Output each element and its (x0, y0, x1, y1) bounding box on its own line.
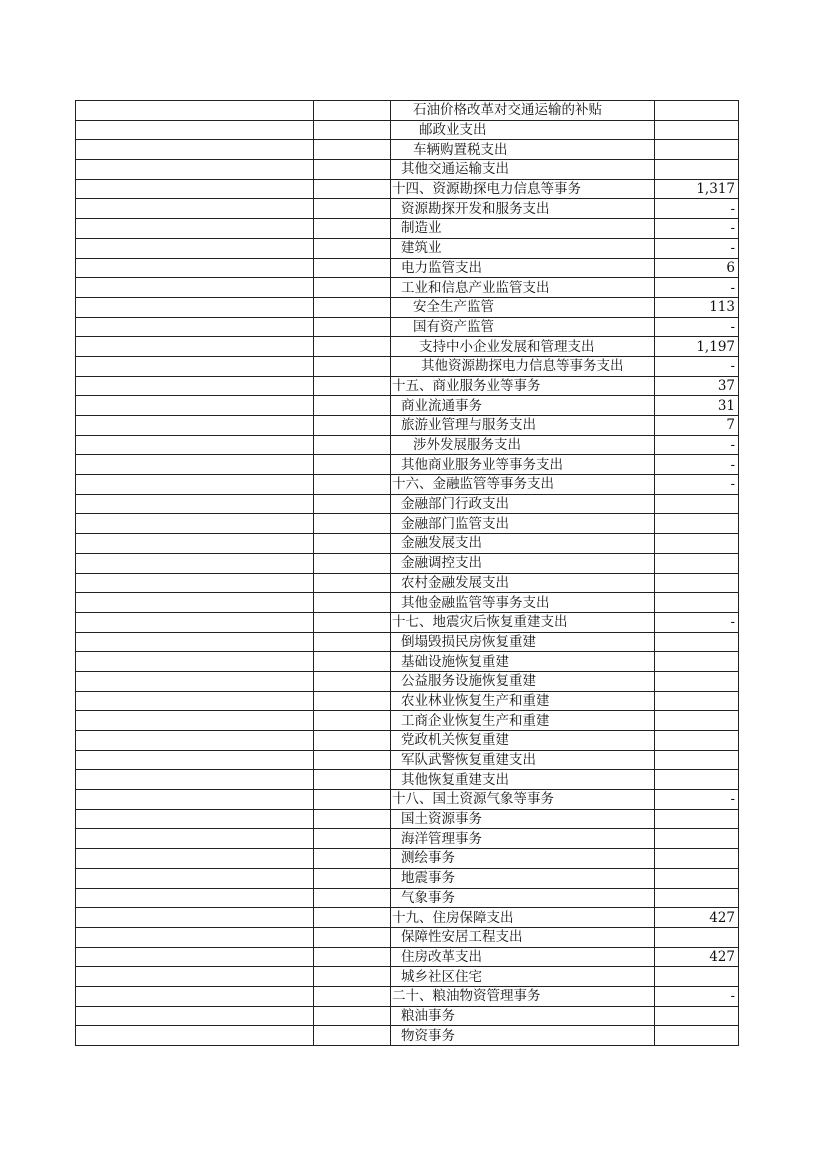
item-value-cell: 427 (655, 908, 739, 928)
empty-cell-col2 (314, 1026, 391, 1046)
empty-cell-col2 (314, 1006, 391, 1026)
table-row (76, 396, 739, 416)
empty-cell-col1 (76, 376, 314, 396)
empty-cell-col2 (314, 711, 391, 731)
empty-cell-col1 (76, 967, 314, 987)
empty-cell-col1 (76, 553, 314, 573)
empty-cell-col2 (314, 829, 391, 849)
item-name-cell: 车辆购置税支出 (391, 140, 655, 160)
item-name-cell: 工商企业恢复生产和重建 (391, 711, 655, 731)
empty-cell-col2 (314, 396, 391, 416)
table-row (76, 356, 739, 376)
table-row (76, 475, 739, 495)
empty-cell-col2 (314, 238, 391, 258)
expenditure-table (75, 100, 739, 1046)
empty-cell-col2 (314, 494, 391, 514)
item-value-cell: 37 (655, 376, 739, 396)
table-row (76, 140, 739, 160)
item-value-cell (655, 849, 739, 869)
empty-cell-col2 (314, 514, 391, 534)
item-value-cell (655, 120, 739, 140)
item-value-cell (655, 101, 739, 121)
item-value-cell (655, 140, 739, 160)
item-value-cell (655, 494, 739, 514)
item-name-cell: 其他商业服务业等事务支出 (391, 455, 655, 475)
item-name-cell: 军队武警恢复重建支出 (391, 750, 655, 770)
empty-cell-col2 (314, 553, 391, 573)
item-value-cell (655, 514, 739, 534)
empty-cell-col1 (76, 179, 314, 199)
item-value-cell: - (655, 317, 739, 337)
empty-cell-col1 (76, 612, 314, 632)
table-row (76, 455, 739, 475)
empty-cell-col1 (76, 534, 314, 554)
table-row (76, 908, 739, 928)
empty-cell-col2 (314, 809, 391, 829)
item-name-cell: 工业和信息产业监管支出 (391, 278, 655, 298)
empty-cell-col2 (314, 888, 391, 908)
item-name-cell: 保障性安居工程支出 (391, 927, 655, 947)
item-value-cell: - (655, 455, 739, 475)
empty-cell-col2 (314, 573, 391, 593)
table-body (76, 101, 739, 1046)
item-name-cell: 十四、资源勘探电力信息等事务 (391, 179, 655, 199)
item-value-cell: 113 (655, 297, 739, 317)
empty-cell-col1 (76, 731, 314, 751)
empty-cell-col1 (76, 888, 314, 908)
empty-cell-col2 (314, 927, 391, 947)
table-row (76, 750, 739, 770)
empty-cell-col1 (76, 475, 314, 495)
empty-cell-col2 (314, 120, 391, 140)
empty-cell-col1 (76, 140, 314, 160)
table-row (76, 947, 739, 967)
table-row (76, 731, 739, 751)
item-value-cell: - (655, 219, 739, 239)
empty-cell-col2 (314, 790, 391, 810)
item-value-cell: - (655, 278, 739, 298)
item-value-cell (655, 632, 739, 652)
empty-cell-col1 (76, 711, 314, 731)
table-row (76, 199, 739, 219)
item-name-cell: 十八、国土资源气象等事务 (391, 790, 655, 810)
empty-cell-col1 (76, 593, 314, 613)
empty-cell-col1 (76, 750, 314, 770)
item-value-cell (655, 671, 739, 691)
table-row (76, 790, 739, 810)
item-name-cell: 倒塌毁损民房恢复重建 (391, 632, 655, 652)
empty-cell-col1 (76, 908, 314, 928)
table-row (76, 986, 739, 1006)
item-name-cell: 支持中小企业发展和管理支出 (391, 337, 655, 357)
item-name-cell: 海洋管理事务 (391, 829, 655, 849)
empty-cell-col2 (314, 593, 391, 613)
table-row (76, 612, 739, 632)
item-name-cell: 气象事务 (391, 888, 655, 908)
table-row (76, 829, 739, 849)
item-value-cell: - (655, 199, 739, 219)
table-row (76, 888, 739, 908)
item-name-cell: 基础设施恢复重建 (391, 652, 655, 672)
table-row (76, 711, 739, 731)
item-value-cell: 427 (655, 947, 739, 967)
empty-cell-col1 (76, 494, 314, 514)
item-name-cell: 国有资产监管 (391, 317, 655, 337)
table-row (76, 337, 739, 357)
table-row (76, 553, 739, 573)
empty-cell-col1 (76, 1006, 314, 1026)
table-row (76, 514, 739, 534)
item-name-cell: 其他金融监管等事务支出 (391, 593, 655, 613)
item-name-cell: 粮油事务 (391, 1006, 655, 1026)
empty-cell-col1 (76, 947, 314, 967)
item-value-cell (655, 750, 739, 770)
empty-cell-col1 (76, 278, 314, 298)
empty-cell-col2 (314, 337, 391, 357)
empty-cell-col1 (76, 671, 314, 691)
empty-cell-col2 (314, 908, 391, 928)
empty-cell-col1 (76, 691, 314, 711)
item-name-cell: 邮政业支出 (391, 120, 655, 140)
empty-cell-col2 (314, 317, 391, 337)
empty-cell-col1 (76, 297, 314, 317)
item-name-cell: 党政机关恢复重建 (391, 731, 655, 751)
table-row (76, 671, 739, 691)
empty-cell-col1 (76, 258, 314, 278)
item-name-cell: 公益服务设施恢复重建 (391, 671, 655, 691)
item-name-cell: 金融调控支出 (391, 553, 655, 573)
empty-cell-col1 (76, 416, 314, 436)
empty-cell-col1 (76, 849, 314, 869)
item-name-cell: 建筑业 (391, 238, 655, 258)
empty-cell-col1 (76, 356, 314, 376)
table-row (76, 927, 739, 947)
item-value-cell (655, 553, 739, 573)
item-name-cell: 电力监管支出 (391, 258, 655, 278)
empty-cell-col1 (76, 927, 314, 947)
item-value-cell: 7 (655, 416, 739, 436)
item-value-cell: - (655, 238, 739, 258)
empty-cell-col1 (76, 455, 314, 475)
empty-cell-col2 (314, 258, 391, 278)
table-row (76, 160, 739, 180)
item-name-cell: 商业流通事务 (391, 396, 655, 416)
item-value-cell (655, 1026, 739, 1046)
empty-cell-col1 (76, 199, 314, 219)
item-name-cell: 物资事务 (391, 1026, 655, 1046)
empty-cell-col1 (76, 1026, 314, 1046)
item-name-cell: 金融部门监管支出 (391, 514, 655, 534)
empty-cell-col2 (314, 376, 391, 396)
item-name-cell: 石油价格改革对交通运输的补贴 (391, 101, 655, 121)
empty-cell-col1 (76, 514, 314, 534)
item-value-cell: 1,317 (655, 179, 739, 199)
item-name-cell: 其他恢复重建支出 (391, 770, 655, 790)
empty-cell-col2 (314, 199, 391, 219)
empty-cell-col2 (314, 967, 391, 987)
empty-cell-col2 (314, 416, 391, 436)
item-name-cell: 地震事务 (391, 868, 655, 888)
item-value-cell (655, 593, 739, 613)
item-value-cell: - (655, 790, 739, 810)
item-name-cell: 十九、住房保障支出 (391, 908, 655, 928)
item-name-cell: 涉外发展服务支出 (391, 435, 655, 455)
item-name-cell: 资源勘探开发和服务支出 (391, 199, 655, 219)
table-row (76, 179, 739, 199)
item-value-cell (655, 731, 739, 751)
empty-cell-col2 (314, 435, 391, 455)
empty-cell-col2 (314, 278, 391, 298)
item-name-cell: 农村金融发展支出 (391, 573, 655, 593)
empty-cell-col1 (76, 120, 314, 140)
item-value-cell: 1,197 (655, 337, 739, 357)
empty-cell-col2 (314, 770, 391, 790)
empty-cell-col1 (76, 435, 314, 455)
item-value-cell: - (655, 435, 739, 455)
empty-cell-col2 (314, 534, 391, 554)
empty-cell-col1 (76, 160, 314, 180)
item-value-cell (655, 829, 739, 849)
empty-cell-col1 (76, 238, 314, 258)
item-name-cell: 十五、商业服务业等事务 (391, 376, 655, 396)
table-row (76, 809, 739, 829)
table-row (76, 1026, 739, 1046)
item-value-cell (655, 160, 739, 180)
item-name-cell: 二十、粮油物资管理事务 (391, 986, 655, 1006)
table-row (76, 278, 739, 298)
empty-cell-col1 (76, 986, 314, 1006)
empty-cell-col2 (314, 986, 391, 1006)
empty-cell-col2 (314, 219, 391, 239)
item-name-cell: 安全生产监管 (391, 297, 655, 317)
table-row (76, 238, 739, 258)
empty-cell-col2 (314, 179, 391, 199)
empty-cell-col2 (314, 475, 391, 495)
item-value-cell: - (655, 356, 739, 376)
table-row (76, 652, 739, 672)
item-value-cell (655, 868, 739, 888)
table-row (76, 258, 739, 278)
empty-cell-col2 (314, 455, 391, 475)
item-value-cell (655, 809, 739, 829)
item-value-cell: 6 (655, 258, 739, 278)
empty-cell-col2 (314, 691, 391, 711)
empty-cell-col2 (314, 160, 391, 180)
item-value-cell (655, 691, 739, 711)
table-row (76, 770, 739, 790)
empty-cell-col2 (314, 849, 391, 869)
empty-cell-col1 (76, 219, 314, 239)
item-name-cell: 制造业 (391, 219, 655, 239)
item-value-cell (655, 1006, 739, 1026)
empty-cell-col1 (76, 573, 314, 593)
table-row (76, 297, 739, 317)
table-row (76, 376, 739, 396)
empty-cell-col2 (314, 101, 391, 121)
empty-cell-col2 (314, 612, 391, 632)
table-row (76, 101, 739, 121)
item-name-cell: 城乡社区住宅 (391, 967, 655, 987)
empty-cell-col2 (314, 356, 391, 376)
table-row (76, 494, 739, 514)
empty-cell-col2 (314, 868, 391, 888)
table-row (76, 219, 739, 239)
item-value-cell (655, 652, 739, 672)
empty-cell-col2 (314, 947, 391, 967)
table-row (76, 1006, 739, 1026)
item-name-cell: 十六、金融监管等事务支出 (391, 475, 655, 495)
item-value-cell (655, 711, 739, 731)
table-row (76, 632, 739, 652)
table-row (76, 849, 739, 869)
table-row (76, 120, 739, 140)
empty-cell-col1 (76, 396, 314, 416)
empty-cell-col1 (76, 337, 314, 357)
item-value-cell (655, 967, 739, 987)
empty-cell-col2 (314, 731, 391, 751)
item-name-cell: 金融部门行政支出 (391, 494, 655, 514)
empty-cell-col1 (76, 632, 314, 652)
empty-cell-col2 (314, 671, 391, 691)
item-name-cell: 住房改革支出 (391, 947, 655, 967)
empty-cell-col2 (314, 632, 391, 652)
item-name-cell: 农业林业恢复生产和重建 (391, 691, 655, 711)
item-name-cell: 测绘事务 (391, 849, 655, 869)
table-row (76, 573, 739, 593)
empty-cell-col2 (314, 652, 391, 672)
table-row (76, 593, 739, 613)
empty-cell-col1 (76, 790, 314, 810)
empty-cell-col1 (76, 101, 314, 121)
item-value-cell: - (655, 475, 739, 495)
empty-cell-col1 (76, 652, 314, 672)
item-value-cell: - (655, 612, 739, 632)
item-name-cell: 金融发展支出 (391, 534, 655, 554)
item-name-cell: 其他资源勘探电力信息等事务支出 (391, 356, 655, 376)
empty-cell-col1 (76, 868, 314, 888)
table-row (76, 868, 739, 888)
table-row (76, 967, 739, 987)
item-value-cell (655, 534, 739, 554)
item-name-cell: 旅游业管理与服务支出 (391, 416, 655, 436)
empty-cell-col1 (76, 809, 314, 829)
table-row (76, 317, 739, 337)
empty-cell-col2 (314, 297, 391, 317)
table-row (76, 534, 739, 554)
empty-cell-col1 (76, 770, 314, 790)
table-row (76, 416, 739, 436)
item-name-cell: 其他交通运输支出 (391, 160, 655, 180)
empty-cell-col1 (76, 829, 314, 849)
item-value-cell (655, 888, 739, 908)
item-value-cell: - (655, 986, 739, 1006)
empty-cell-col2 (314, 750, 391, 770)
item-value-cell (655, 927, 739, 947)
item-value-cell: 31 (655, 396, 739, 416)
item-name-cell: 国土资源事务 (391, 809, 655, 829)
item-name-cell: 十七、地震灾后恢复重建支出 (391, 612, 655, 632)
item-value-cell (655, 573, 739, 593)
empty-cell-col1 (76, 317, 314, 337)
table-row (76, 435, 739, 455)
table-row (76, 691, 739, 711)
empty-cell-col2 (314, 140, 391, 160)
item-value-cell (655, 770, 739, 790)
